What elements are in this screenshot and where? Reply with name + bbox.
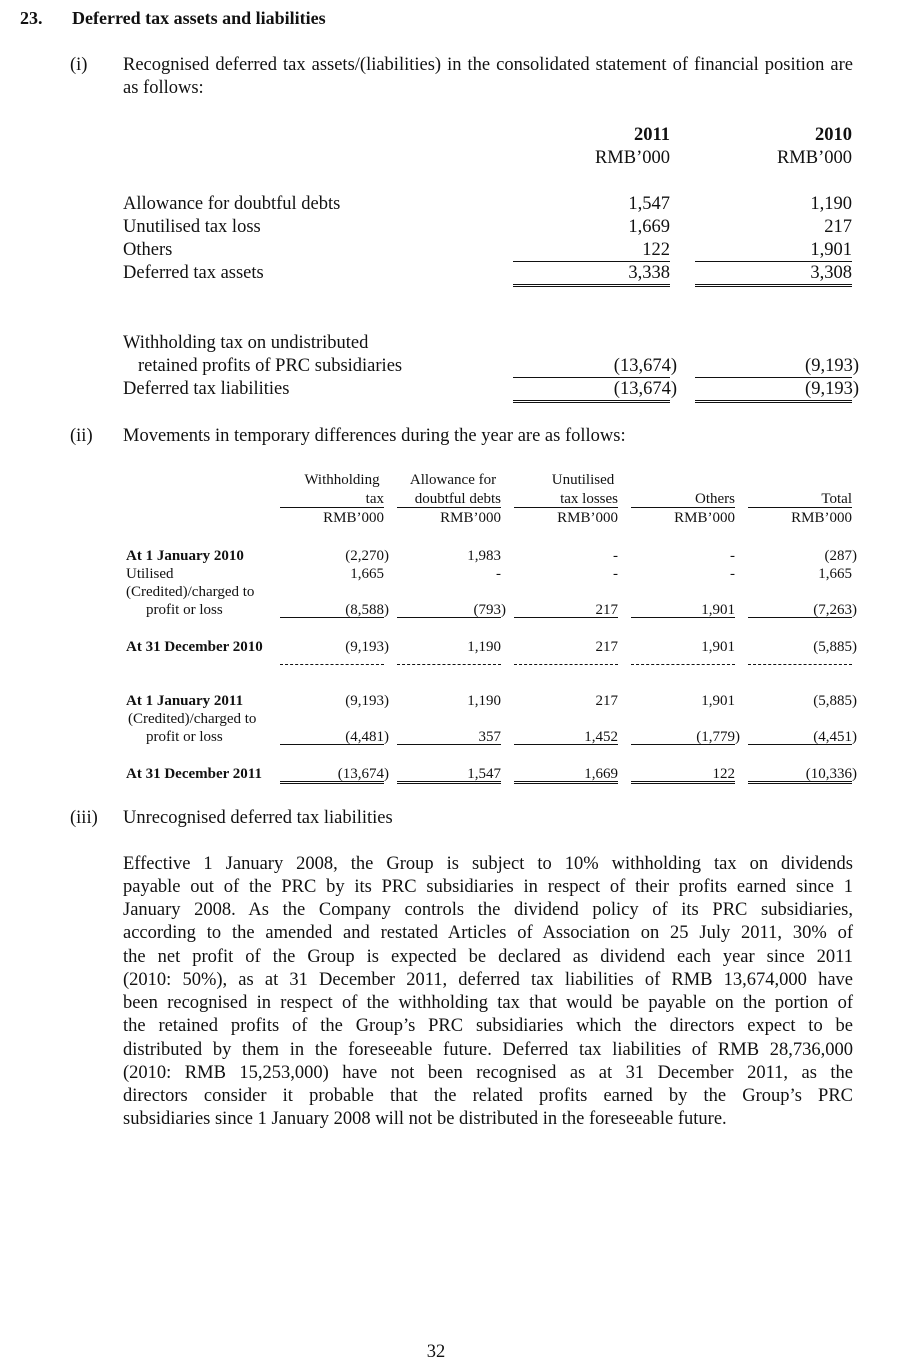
paragraph-line: distributed by them in the foreseeable future. Deferred tax liabilities of RMB 28,736,000	[123, 1040, 853, 1060]
liability-label-cont: retained profits of PRC subsidiaries	[138, 356, 403, 376]
page-number: 32	[426, 1342, 446, 1362]
part1-intro: Recognised deferred tax assets/(liabilities) in the consolidated statement of financial position are as follows:	[123, 55, 853, 99]
asset-value-2010: 1,190	[810, 194, 852, 214]
paragraph-line: according to the amended and restated Articles of Association on 25 July 2011, 30% of	[123, 923, 853, 943]
cell: 1,669	[584, 766, 618, 782]
col-unit: RMB’000	[440, 510, 501, 526]
col-header: Withholding	[304, 472, 380, 488]
row-label: At 1 January 2010	[126, 548, 244, 564]
col-header: Unutilised	[551, 472, 615, 488]
cell: (8,588)	[345, 602, 389, 618]
col-header: tax	[365, 491, 384, 507]
subtotal-rule	[748, 617, 852, 618]
paragraph-line: payable out of the PRC by its PRC subsidiaries in respect of their profits earned since 1	[123, 877, 853, 897]
total-double-rule	[695, 400, 852, 403]
cell: 217	[595, 639, 618, 655]
col-unit: RMB’000	[323, 510, 384, 526]
col-unit: RMB’000	[557, 510, 618, 526]
cell: 1,983	[467, 548, 501, 564]
part2-intro: Movements in temporary differences during the year are as follows:	[123, 426, 626, 446]
cell: (9,193)	[345, 639, 389, 655]
part1-marker: (i)	[70, 55, 88, 75]
cell: (5,885)	[813, 693, 857, 709]
header-rule	[748, 507, 852, 508]
subtotal-rule	[631, 744, 735, 745]
asset-value-2011: 122	[642, 240, 670, 260]
subtotal-rule	[397, 744, 501, 745]
liability-total-2011: (13,674)	[613, 379, 677, 399]
paragraph-line: the retained profits of the Group’s PRC subsidiaries which the directors expect to be	[123, 1016, 853, 1036]
cell: 1,901	[701, 602, 735, 618]
cell: 1,901	[701, 639, 735, 655]
total-double-rule	[513, 284, 670, 287]
liability-value-2011: (13,674)	[613, 356, 677, 376]
liability-label: Withholding tax on undistributed	[123, 333, 369, 353]
liability-value-2010: (9,193)	[805, 356, 859, 376]
row-label: At 31 December 2010	[126, 639, 263, 655]
col-unit-2011: RMB’000	[594, 148, 670, 168]
paragraph-line: (2010: RMB 15,253,000) have not been recognised as at 31 December 2011, as the	[123, 1063, 853, 1083]
col-unit: RMB’000	[791, 510, 852, 526]
subtotal-rule	[514, 744, 618, 745]
asset-total-2011: 3,338	[628, 263, 670, 283]
subtotal-rule	[631, 617, 735, 618]
row-label: (Credited)/charged to	[126, 584, 255, 600]
total-double-rule	[748, 781, 852, 784]
dashed-rule	[397, 664, 501, 665]
subtotal-rule	[280, 617, 384, 618]
cell: 357	[478, 729, 501, 745]
total-double-rule	[631, 781, 735, 784]
subtotal-rule	[280, 744, 384, 745]
cell: 217	[595, 693, 618, 709]
total-double-rule	[397, 781, 501, 784]
asset-value-2010: 1,901	[810, 240, 852, 260]
part3-marker: (iii)	[70, 808, 98, 828]
row-label-cont: profit or loss	[146, 602, 223, 618]
cell: (4,481)	[345, 729, 389, 745]
dashed-rule	[631, 664, 735, 665]
asset-value-2010: 217	[824, 217, 852, 237]
cell: 1,901	[701, 693, 735, 709]
cell: 217	[595, 602, 618, 618]
row-label: (Credited)/charged to	[128, 711, 257, 727]
paragraph-line: subsidiaries since 1 January 2008 will not be distributed in the foreseeable future.	[123, 1109, 727, 1129]
section-number: 23.	[20, 8, 43, 28]
row-label: At 1 January 2011	[126, 693, 244, 709]
asset-label: Others	[123, 240, 173, 260]
dashed-rule	[514, 664, 618, 665]
liability-total-label: Deferred tax liabilities	[123, 379, 290, 399]
col-header: Allowance for	[409, 472, 497, 488]
col-header: Total	[821, 491, 852, 507]
subtotal-rule	[748, 744, 852, 745]
part3-title: Unrecognised deferred tax liabilities	[123, 808, 393, 828]
total-double-rule	[280, 781, 384, 784]
col-year-2010: 2010	[815, 125, 852, 145]
cell: 1,190	[467, 639, 501, 655]
col-unit-2010: RMB’000	[776, 148, 852, 168]
col-header: doubtful debts	[414, 491, 501, 507]
cell: (9,193)	[345, 693, 389, 709]
col-header: Others	[695, 491, 735, 507]
cell: (10,336)	[805, 766, 857, 782]
paragraph-line: the net profit of the Group is expected be declared as dividend each year since 2011	[123, 947, 853, 967]
asset-label: Unutilised tax loss	[123, 217, 261, 237]
dashed-rule	[748, 664, 852, 665]
col-unit: RMB’000	[674, 510, 735, 526]
subtotal-rule	[514, 617, 618, 618]
header-rule	[397, 507, 501, 508]
asset-total-2010: 3,308	[810, 263, 852, 283]
paragraph-line: (2010: 50%), as at 31 December 2011, deferred tax liabilities of RMB 13,674,000 have	[123, 970, 853, 990]
cell: -	[613, 566, 618, 582]
cell: 1,665	[818, 566, 852, 582]
total-double-rule	[513, 400, 670, 403]
paragraph-line: January 2008. As the Company controls the dividend policy of its PRC subsidiaries,	[123, 900, 853, 920]
asset-total-label: Deferred tax assets	[123, 263, 264, 283]
cell: 1,190	[467, 693, 501, 709]
header-rule	[280, 507, 384, 508]
cell: -	[613, 548, 618, 564]
total-double-rule	[695, 284, 852, 287]
cell: -	[496, 566, 501, 582]
cell: 122	[712, 766, 735, 782]
paragraph-line: been recognised in respect of the withholding tax that would be payable on the portion of	[123, 993, 853, 1013]
asset-label: Allowance for doubtful debts	[123, 194, 341, 214]
cell: (793)	[473, 602, 506, 618]
cell: (13,674)	[337, 766, 389, 782]
dashed-rule	[280, 664, 384, 665]
paragraph-line: Effective 1 January 2008, the Group is subject to 10% withholding tax on dividends	[123, 854, 853, 874]
section-title: Deferred tax assets and liabilities	[72, 8, 326, 28]
paragraph-line: directors consider it probable that the related profits earned by the Group’s PRC	[123, 1086, 853, 1106]
row-label-cont: profit or loss	[146, 729, 223, 745]
header-rule	[514, 507, 618, 508]
cell: 1,547	[467, 766, 501, 782]
cell: 1,452	[584, 729, 618, 745]
cell: 1,665	[350, 566, 384, 582]
cell: -	[730, 566, 735, 582]
col-header: tax losses	[560, 491, 618, 507]
asset-value-2011: 1,669	[628, 217, 670, 237]
row-label: Utilised	[126, 566, 174, 582]
cell: (2,270)	[345, 548, 389, 564]
cell: (287)	[824, 548, 857, 564]
subtotal-rule	[397, 617, 501, 618]
row-label: At 31 December 2011	[126, 766, 262, 782]
col-year-2011: 2011	[634, 125, 670, 145]
header-rule	[631, 507, 735, 508]
cell: (5,885)	[813, 639, 857, 655]
cell: (4,451)	[813, 729, 857, 745]
liability-total-2010: (9,193)	[805, 379, 859, 399]
asset-value-2011: 1,547	[628, 194, 670, 214]
cell: (7,263)	[813, 602, 857, 618]
total-double-rule	[514, 781, 618, 784]
part2-marker: (ii)	[70, 426, 93, 446]
cell: -	[730, 548, 735, 564]
cell: (1,779)	[696, 729, 740, 745]
